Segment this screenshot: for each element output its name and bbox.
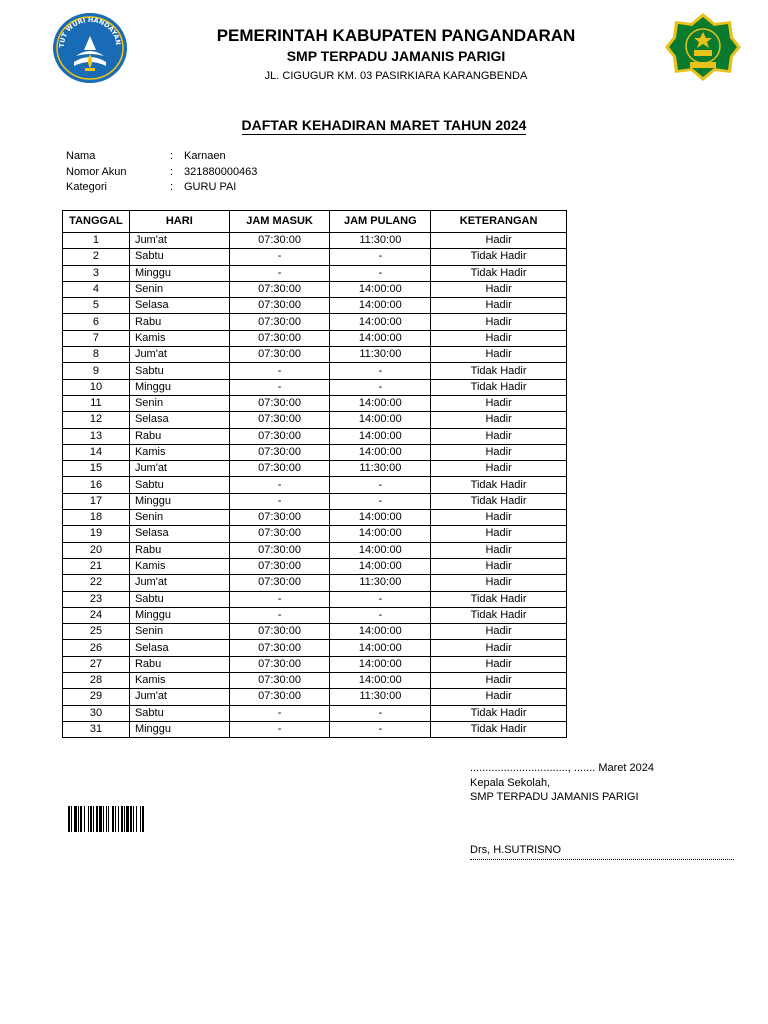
cell-keterangan: Hadir <box>431 461 567 477</box>
barcode-icon <box>68 806 160 832</box>
cell-keterangan: Tidak Hadir <box>431 363 567 379</box>
info-row-kategori <box>66 180 257 196</box>
cell-jam-pulang: 14:00:00 <box>330 314 431 330</box>
cell-keterangan: Tidak Hadir <box>431 249 567 265</box>
cell-hari: Rabu <box>129 428 229 444</box>
table-row <box>63 721 567 737</box>
cell-hari: Rabu <box>129 314 229 330</box>
cell-tanggal: 8 <box>63 347 130 363</box>
column-header-tanggal: TANGGAL <box>63 211 130 233</box>
cell-jam-pulang: 11:30:00 <box>330 689 431 705</box>
table-row <box>63 526 567 542</box>
cell-tanggal: 17 <box>63 493 130 509</box>
cell-jam-masuk: 07:30:00 <box>229 444 330 460</box>
cell-keterangan: Hadir <box>431 298 567 314</box>
cell-hari: Minggu <box>129 265 229 281</box>
cell-jam-masuk: 07:30:00 <box>229 673 330 689</box>
cell-jam-pulang: 14:00:00 <box>330 281 431 297</box>
cell-jam-pulang: 14:00:00 <box>330 428 431 444</box>
barcode-bar <box>74 806 77 832</box>
cell-keterangan: Hadir <box>431 640 567 656</box>
barcode-bar <box>84 806 85 832</box>
barcode-bar <box>103 806 104 832</box>
cell-hari: Selasa <box>129 298 229 314</box>
barcode-bar <box>78 806 79 832</box>
cell-hari: Selasa <box>129 526 229 542</box>
cell-tanggal: 27 <box>63 656 130 672</box>
cell-jam-pulang: 11:30:00 <box>330 461 431 477</box>
table-row <box>63 233 567 249</box>
cell-jam-masuk: 07:30:00 <box>229 330 330 346</box>
cell-tanggal: 29 <box>63 689 130 705</box>
column-header-jam-pulang: JAM PULANG <box>330 211 431 233</box>
employee-info <box>66 149 257 196</box>
cell-keterangan: Tidak Hadir <box>431 591 567 607</box>
cell-tanggal: 10 <box>63 379 130 395</box>
cell-jam-masuk: - <box>229 379 330 395</box>
table-body <box>63 233 567 738</box>
cell-hari: Senin <box>129 510 229 526</box>
cell-jam-masuk: 07:30:00 <box>229 281 330 297</box>
document-title: DAFTAR KEHADIRAN MARET TAHUN 2024 <box>241 117 527 133</box>
cell-tanggal: 12 <box>63 412 130 428</box>
cell-keterangan: Hadir <box>431 510 567 526</box>
cell-jam-pulang: 11:30:00 <box>330 575 431 591</box>
cell-jam-pulang: 14:00:00 <box>330 510 431 526</box>
cell-hari: Minggu <box>129 721 229 737</box>
table-row <box>63 591 567 607</box>
table-row <box>63 281 567 297</box>
table-row <box>63 542 567 558</box>
cell-tanggal: 11 <box>63 395 130 411</box>
table-row <box>63 428 567 444</box>
cell-jam-pulang: 14:00:00 <box>330 412 431 428</box>
barcode-bar <box>93 806 94 832</box>
cell-hari: Jum'at <box>129 233 229 249</box>
table-row <box>63 363 567 379</box>
cell-hari: Sabtu <box>129 591 229 607</box>
table-row <box>63 493 567 509</box>
cell-tanggal: 18 <box>63 510 130 526</box>
cell-jam-masuk: 07:30:00 <box>229 233 330 249</box>
attendance-table <box>62 210 567 738</box>
cell-jam-pulang: - <box>330 705 431 721</box>
barcode-bar <box>133 806 134 832</box>
cell-jam-pulang: - <box>330 591 431 607</box>
cell-tanggal: 5 <box>63 298 130 314</box>
cell-hari: Selasa <box>129 412 229 428</box>
signatory-name: Drs, H.SUTRISNO <box>470 843 734 860</box>
cell-jam-pulang: - <box>330 379 431 395</box>
cell-hari: Senin <box>129 624 229 640</box>
logo-motto: TUT WURI HANDAYAN <box>57 15 123 48</box>
cell-jam-pulang: 14:00:00 <box>330 656 431 672</box>
table-row <box>63 656 567 672</box>
barcode-bar <box>118 806 119 832</box>
barcode-bar <box>124 806 125 832</box>
barcode-bar <box>112 806 114 832</box>
cell-tanggal: 21 <box>63 558 130 574</box>
cell-keterangan: Hadir <box>431 314 567 330</box>
cell-hari: Jum'at <box>129 689 229 705</box>
cell-keterangan: Tidak Hadir <box>431 493 567 509</box>
cell-hari: Kamis <box>129 330 229 346</box>
table-row <box>63 412 567 428</box>
cell-jam-pulang: 14:00:00 <box>330 526 431 542</box>
cell-keterangan: Hadir <box>431 281 567 297</box>
cell-jam-pulang: 14:00:00 <box>330 444 431 460</box>
cell-keterangan: Hadir <box>431 542 567 558</box>
cell-keterangan: Hadir <box>431 689 567 705</box>
table-row <box>63 510 567 526</box>
cell-hari: Minggu <box>129 379 229 395</box>
school-address: JL. CIGUGUR KM. 03 PASIRKIARA KARANGBENDA <box>264 70 528 82</box>
barcode-bar <box>99 806 102 832</box>
table-row <box>63 395 567 411</box>
barcode-bar <box>68 806 70 832</box>
cell-jam-pulang: - <box>330 493 431 509</box>
table-row <box>63 265 567 281</box>
table-row <box>63 379 567 395</box>
cell-jam-masuk: 07:30:00 <box>229 298 330 314</box>
info-separator: : <box>170 181 174 193</box>
cell-hari: Rabu <box>129 542 229 558</box>
cell-jam-masuk: 07:30:00 <box>229 347 330 363</box>
cell-hari: Jum'at <box>129 347 229 363</box>
signature-block <box>470 761 655 856</box>
cell-hari: Kamis <box>129 444 229 460</box>
cell-jam-pulang: - <box>330 607 431 623</box>
cell-jam-pulang: 11:30:00 <box>330 233 431 249</box>
table-header-row <box>63 211 567 233</box>
barcode-bar <box>140 806 141 832</box>
info-label: Nomor Akun <box>66 165 127 178</box>
cell-jam-masuk: 07:30:00 <box>229 395 330 411</box>
kementerian-agama-logo <box>664 12 742 82</box>
school-name: SMP TERPADU JAMANIS PARIGI <box>286 48 506 64</box>
cell-jam-pulang: 14:00:00 <box>330 395 431 411</box>
cell-keterangan: Hadir <box>431 395 567 411</box>
barcode-bar <box>80 806 82 832</box>
table-row <box>63 444 567 460</box>
signature-school: SMP TERPADU JAMANIS PARIGI <box>470 791 639 803</box>
column-header-keterangan: KETERANGAN <box>431 211 567 233</box>
cell-keterangan: Hadir <box>431 233 567 249</box>
cell-tanggal: 15 <box>63 461 130 477</box>
cell-jam-masuk: 07:30:00 <box>229 542 330 558</box>
cell-hari: Selasa <box>129 640 229 656</box>
cell-jam-masuk: 07:30:00 <box>229 510 330 526</box>
cell-hari: Sabtu <box>129 705 229 721</box>
cell-tanggal: 1 <box>63 233 130 249</box>
cell-jam-masuk: - <box>229 721 330 737</box>
table-row <box>63 673 567 689</box>
cell-jam-masuk: 07:30:00 <box>229 640 330 656</box>
cell-jam-masuk: 07:30:00 <box>229 656 330 672</box>
cell-hari: Senin <box>129 281 229 297</box>
info-separator: : <box>170 150 174 162</box>
table-row <box>63 330 567 346</box>
cell-jam-masuk: 07:30:00 <box>229 461 330 477</box>
cell-tanggal: 14 <box>63 444 130 460</box>
table-row <box>63 249 567 265</box>
cell-jam-masuk: 07:30:00 <box>229 428 330 444</box>
cell-tanggal: 16 <box>63 477 130 493</box>
cell-jam-pulang: - <box>330 249 431 265</box>
cell-keterangan: Tidak Hadir <box>431 721 567 737</box>
cell-jam-masuk: - <box>229 363 330 379</box>
cell-tanggal: 7 <box>63 330 130 346</box>
cell-keterangan: Hadir <box>431 558 567 574</box>
cell-keterangan: Hadir <box>431 673 567 689</box>
letterhead <box>150 26 642 83</box>
cell-jam-masuk: - <box>229 607 330 623</box>
info-value: GURU PAI <box>184 181 237 193</box>
cell-keterangan: Tidak Hadir <box>431 379 567 395</box>
cell-hari: Jum'at <box>129 575 229 591</box>
barcode-bar <box>130 806 132 832</box>
info-row-nama <box>66 149 257 165</box>
cell-keterangan: Hadir <box>431 624 567 640</box>
cell-hari: Rabu <box>129 656 229 672</box>
cell-jam-pulang: 14:00:00 <box>330 542 431 558</box>
cell-hari: Senin <box>129 395 229 411</box>
signature-place-date: ................................, ....... Maret 2024 <box>470 762 655 774</box>
cell-hari: Jum'at <box>129 461 229 477</box>
cell-jam-masuk: - <box>229 265 330 281</box>
cell-jam-pulang: 14:00:00 <box>330 330 431 346</box>
cell-hari: Sabtu <box>129 477 229 493</box>
table-row <box>63 607 567 623</box>
info-value: 321880000463 <box>184 165 258 178</box>
barcode-bar <box>96 806 98 832</box>
table-row <box>63 558 567 574</box>
barcode-bar <box>115 806 116 832</box>
signature-role: Kepala Sekolah, <box>470 776 551 789</box>
barcode-bar <box>136 806 137 832</box>
cell-jam-masuk: - <box>229 493 330 509</box>
cell-jam-pulang: 14:00:00 <box>330 558 431 574</box>
cell-jam-masuk: 07:30:00 <box>229 526 330 542</box>
cell-keterangan: Hadir <box>431 526 567 542</box>
cell-tanggal: 24 <box>63 607 130 623</box>
cell-jam-masuk: 07:30:00 <box>229 689 330 705</box>
cell-hari: Kamis <box>129 558 229 574</box>
barcode-bar <box>121 806 123 832</box>
cell-jam-pulang: - <box>330 363 431 379</box>
barcode-bar <box>88 806 89 832</box>
government-name: PEMERINTAH KABUPATEN PANGANDARAN <box>216 26 576 45</box>
cell-jam-masuk: 07:30:00 <box>229 575 330 591</box>
cell-jam-masuk: 07:30:00 <box>229 624 330 640</box>
cell-keterangan: Tidak Hadir <box>431 607 567 623</box>
cell-keterangan: Tidak Hadir <box>431 477 567 493</box>
cell-keterangan: Hadir <box>431 575 567 591</box>
cell-tanggal: 19 <box>63 526 130 542</box>
table-row <box>63 575 567 591</box>
cell-tanggal: 9 <box>63 363 130 379</box>
cell-jam-pulang: 14:00:00 <box>330 673 431 689</box>
table-row <box>63 347 567 363</box>
cell-tanggal: 3 <box>63 265 130 281</box>
cell-hari: Minggu <box>129 493 229 509</box>
table-row <box>63 477 567 493</box>
cell-tanggal: 31 <box>63 721 130 737</box>
cell-keterangan: Hadir <box>431 330 567 346</box>
info-value: Karnaen <box>184 150 226 162</box>
cell-keterangan: Tidak Hadir <box>431 265 567 281</box>
cell-hari: Kamis <box>129 673 229 689</box>
cell-tanggal: 20 <box>63 542 130 558</box>
tut-wuri-handayani-logo <box>52 12 128 84</box>
cell-tanggal: 23 <box>63 591 130 607</box>
cell-jam-masuk: - <box>229 249 330 265</box>
cell-jam-pulang: - <box>330 477 431 493</box>
cell-jam-pulang: 14:00:00 <box>330 624 431 640</box>
cell-jam-masuk: 07:30:00 <box>229 314 330 330</box>
info-label: Kategori <box>66 181 107 193</box>
cell-tanggal: 26 <box>63 640 130 656</box>
cell-jam-masuk: 07:30:00 <box>229 412 330 428</box>
cell-jam-masuk: - <box>229 705 330 721</box>
cell-tanggal: 28 <box>63 673 130 689</box>
column-header-jam-masuk: JAM MASUK <box>229 211 330 233</box>
cell-tanggal: 25 <box>63 624 130 640</box>
barcode-bar <box>108 806 109 832</box>
cell-hari: Sabtu <box>129 249 229 265</box>
cell-jam-pulang: - <box>330 265 431 281</box>
table-row <box>63 624 567 640</box>
cell-jam-pulang: 14:00:00 <box>330 298 431 314</box>
barcode-bar <box>126 806 129 832</box>
cell-keterangan: Hadir <box>431 444 567 460</box>
table-row <box>63 689 567 705</box>
cell-tanggal: 30 <box>63 705 130 721</box>
table-row <box>63 461 567 477</box>
cell-jam-masuk: - <box>229 477 330 493</box>
info-separator: : <box>170 165 174 178</box>
cell-keterangan: Hadir <box>431 428 567 444</box>
cell-hari: Minggu <box>129 607 229 623</box>
cell-tanggal: 22 <box>63 575 130 591</box>
cell-tanggal: 6 <box>63 314 130 330</box>
cell-jam-pulang: - <box>330 721 431 737</box>
cell-keterangan: Tidak Hadir <box>431 705 567 721</box>
barcode-bar <box>106 806 107 832</box>
cell-jam-masuk: 07:30:00 <box>229 558 330 574</box>
cell-keterangan: Hadir <box>431 656 567 672</box>
cell-tanggal: 2 <box>63 249 130 265</box>
table-row <box>63 298 567 314</box>
cell-tanggal: 4 <box>63 281 130 297</box>
barcode-bar <box>90 806 92 832</box>
table-row <box>63 640 567 656</box>
cell-keterangan: Hadir <box>431 347 567 363</box>
barcode-bar <box>142 806 144 832</box>
info-label: Nama <box>66 150 96 162</box>
cell-jam-pulang: 11:30:00 <box>330 347 431 363</box>
table-row <box>63 314 567 330</box>
cell-jam-masuk: - <box>229 591 330 607</box>
column-header-hari: HARI <box>129 211 229 233</box>
barcode-bar <box>71 806 72 832</box>
document-title-wrap <box>0 117 768 135</box>
info-row-nomor-akun <box>66 165 257 181</box>
cell-keterangan: Hadir <box>431 412 567 428</box>
cell-hari: Sabtu <box>129 363 229 379</box>
cell-jam-pulang: 14:00:00 <box>330 640 431 656</box>
cell-tanggal: 13 <box>63 428 130 444</box>
table-row <box>63 705 567 721</box>
